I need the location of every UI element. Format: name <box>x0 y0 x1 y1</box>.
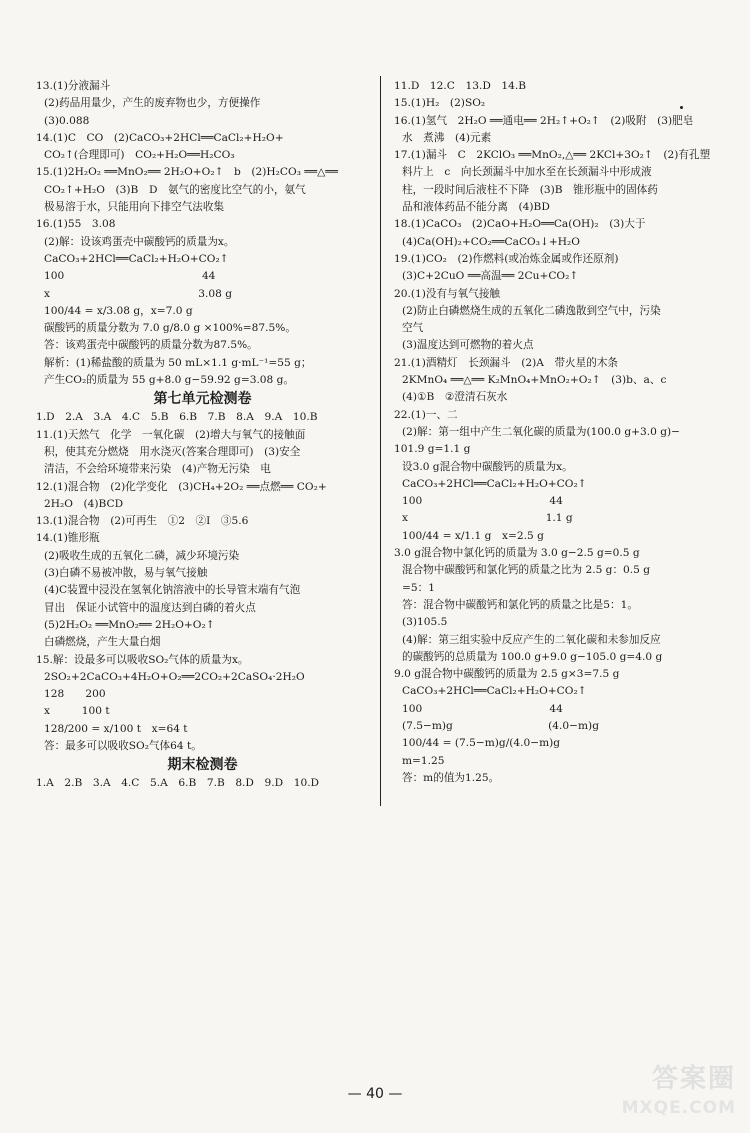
answer-line: 2SO₂+2CaCO₃+4H₂O+O₂══2CO₂+2CaSO₄·2H₂O <box>44 670 305 683</box>
site-watermark <box>602 1056 742 1128</box>
answer-line: (4)①B ②澄清石灰水 <box>402 391 508 404</box>
answer-line: (3)0.088 <box>44 114 90 127</box>
answer-line: (4)C装置中浸没在氢氧化钠溶液中的长导管末端有气泡 <box>44 584 301 597</box>
answer-line: 13.(1)分液漏斗 <box>36 80 111 92</box>
answer-line: 16.(1)55 3.08 <box>36 218 116 231</box>
answer-line: (3)C+2CuO ══高温══ 2Cu+CO₂↑ <box>402 270 579 283</box>
answer-line: 积，使其充分燃烧 用水浇灭(答案合理即可) (3)安全 <box>44 445 301 458</box>
answer-line: 18.(1)CaCO₃ (2)CaO+H₂O══Ca(OH)₂ (3)大于 <box>394 218 646 231</box>
answer-line: 17.(1)漏斗 C 2KClO₃ ══MnO₂,△══ 2KCl+3O₂↑ (2)有孔塑 <box>394 149 711 162</box>
answer-line: m=1.25 <box>402 754 445 767</box>
column-divider <box>380 76 381 806</box>
answer-line: (4)Ca(OH)₂+CO₂══CaCO₃↓+H₂O <box>402 235 580 248</box>
answer-line: CaCO₃+2HCl══CaCl₂+H₂O+CO₂↑ <box>44 252 229 265</box>
answer-line: 100/44 = (7.5−m)g/(4.0−m)g <box>402 737 561 750</box>
answer-line: 答：该鸡蛋壳中碳酸钙的质量分数为87.5%。 <box>44 339 258 352</box>
answer-line: 100 44 <box>402 495 563 508</box>
answer-line: 清洁，不会给环境带来污染 (4)产物无污染 电 <box>44 463 271 476</box>
right-column <box>394 78 724 787</box>
answer-line: CO₂↑+H₂O (3)B D 氨气的密度比空气的小，氨气 <box>44 183 306 196</box>
answer-line: (3)白磷不易被冲散，易与氧气接触 <box>44 567 208 580</box>
answer-line: 水 煮沸 (4)元素 <box>402 131 492 144</box>
answer-line: 答：混合物中碳酸钙和氯化钙的质量之比是5：1。 <box>402 598 638 611</box>
answer-line: 冒出 保证小试管中的温度达到白磷的着火点 <box>44 601 256 614</box>
answer-line: 1.D 2.A 3.A 4.C 5.B 6.B 7.B 8.A 9.A 10.B <box>36 411 318 424</box>
answer-line: CO₂↑(合理即可) CO₂+H₂O══H₂CO₃ <box>44 149 235 162</box>
answer-line: 128 200 <box>44 688 106 701</box>
page-number: — 40 — <box>347 1086 403 1102</box>
answer-line: CaCO₃+2HCl══CaCl₂+H₂O+CO₂↑ <box>402 477 587 490</box>
answer-line: 2H₂O (4)BCD <box>44 497 124 510</box>
answer-line: 混合物中碳酸钙和氯化钙的质量之比为 2.5 g：0.5 g <box>402 564 651 577</box>
answer-line: (2)药品用量少，产生的废弃物也少，方便操作 <box>44 97 261 110</box>
answer-line: 12.(1)混合物 (2)化学变化 (3)CH₄+2O₂ ══点燃══ CO₂+ <box>36 480 327 493</box>
answer-line: (5)2H₂O₂ ══MnO₂══ 2H₂O+O₂↑ <box>44 618 215 631</box>
answer-line: 101.9 g=1.1 g <box>394 443 471 456</box>
answer-line: 11.D 12.C 13.D 14.B <box>394 80 527 92</box>
answer-line: 品和液体药品不能分离 (4)BD <box>402 201 550 214</box>
watermark-logo-text: 答案圈 <box>651 1064 736 1094</box>
answer-line: 9.0 g混合物中碳酸钙的质量为 2.5 g×3=7.5 g <box>394 668 620 681</box>
answer-line: (2)防止白磷燃烧生成的五氧化二磷逸散到空气中，污染 <box>402 304 661 317</box>
answer-line: (4)解：第三组实验中反应产生的二氧化碳和未参加反应 <box>402 633 661 646</box>
answer-line: 极易溶于水，只能用向下排空气法收集 <box>44 201 225 214</box>
answer-line: 13.(1)混合物 (2)可再生 ①2 ②Ⅰ ③5.6 <box>36 515 249 528</box>
answer-line: (2)吸收生成的五氧化二磷，减少环境污染 <box>44 549 240 562</box>
answer-line: 答：最多可以吸收SO₂气体64 t。 <box>44 739 202 752</box>
answer-line: 空气 <box>402 322 424 335</box>
answer-line: 2KMnO₄ ══△══ K₂MnO₄+MnO₂+O₂↑ (3)b、a、c <box>402 374 667 387</box>
answer-line: 碳酸钙的质量分数为 7.0 g/8.0 g ×100%=87.5%。 <box>44 322 296 335</box>
answer-line: 3.0 g混合物中氯化钙的质量为 3.0 g−2.5 g=0.5 g <box>394 547 640 560</box>
answer-line: 100/44 = x/3.08 g，x=7.0 g <box>44 304 193 317</box>
answer-line: 白磷燃烧，产生大量白烟 <box>44 636 161 649</box>
answer-line: =5：1 <box>402 581 435 594</box>
answer-line: 100/44 = x/1.1 g x=2.5 g <box>402 529 544 542</box>
answer-line: (3)105.5 <box>402 616 448 629</box>
section-title: 第七单元检测卷 <box>153 391 252 408</box>
section-title: 期末检测卷 <box>167 757 238 774</box>
answer-line: 22.(1)一、二 <box>394 408 458 421</box>
answer-line: 100 44 <box>44 270 216 283</box>
answer-line: x 100 t <box>44 705 110 718</box>
answer-line: (7.5−m)g (4.0−m)g <box>402 719 599 732</box>
answer-line: 19.(1)CO₂ (2)作燃料(或冶炼金属或作还原剂) <box>394 252 619 265</box>
answer-line: CaCO₃+2HCl══CaCl₂+H₂O+CO₂↑ <box>402 685 587 698</box>
answer-line: 20.(1)没有与氧气接触 <box>394 287 501 300</box>
answer-line: 1.A 2.B 3.A 4.C 5.A 6.B 7.B 8.D 9.D 10.D <box>36 777 320 790</box>
answer-line: 11.(1)天然气 化学 一氧化碳 (2)增大与氧气的接触面 <box>36 428 306 441</box>
answer-line: (2)解：设该鸡蛋壳中碳酸钙的质量为x。 <box>44 235 235 248</box>
answer-line: 21.(1)酒精灯 长颈漏斗 (2)A 带火星的木条 <box>394 356 619 369</box>
answer-line: 的碳酸钙的总质量为 100.0 g+9.0 g−105.0 g=4.0 g <box>402 650 663 663</box>
answer-line: 128/200 = x/100 t x=64 t <box>44 722 188 735</box>
answer-line: 设3.0 g混合物中碳酸钙的质量为x。 <box>402 460 573 473</box>
answer-line: 料片上 c 向长颈漏斗中加水至在长颈漏斗中形成液 <box>402 166 652 179</box>
answer-line: x 3.08 g <box>44 287 233 300</box>
answer-line: (2)解：第一组中产生二氧化碳的质量为(100.0 g+3.0 g)− <box>402 425 680 438</box>
answer-line: x 1.1 g <box>402 512 573 525</box>
answer-line: 14.(1)锥形瓶 <box>36 532 100 545</box>
answer-line: 产生CO₂的质量为 55 g+8.0 g−59.92 g=3.08 g。 <box>44 374 295 387</box>
answer-line: 100 44 <box>402 702 563 715</box>
left-column <box>36 78 369 793</box>
answer-line: 15.解：设最多可以吸收SO₂气体的质量为x。 <box>36 653 249 666</box>
answer-line: 15.(1)2H₂O₂ ══MnO₂══ 2H₂O+O₂↑ b (2)H₂CO₃ ══△══ <box>36 166 338 179</box>
watermark-url: MXQE.COM <box>621 1098 736 1118</box>
answer-line: 答：m的值为1.25。 <box>402 771 500 784</box>
answer-line: (3)温度达到可燃物的着火点 <box>402 339 534 352</box>
answer-line: 16.(1)氢气 2H₂O ══通电══ 2H₂↑+O₂↑ (2)吸附 (3)肥皂 <box>394 114 694 127</box>
answer-line: 15.(1)H₂ (2)SO₂ <box>394 97 486 110</box>
answer-line: 柱，一段时间后液柱不下降 (3)B 锥形瓶中的固体药 <box>402 183 658 196</box>
answer-line: 解析：(1)稀盐酸的质量为 50 mL×1.1 g·mL⁻¹=55 g； <box>44 356 312 369</box>
answer-line: 14.(1)C CO (2)CaCO₃+2HCl══CaCl₂+H₂O+ <box>36 131 284 144</box>
